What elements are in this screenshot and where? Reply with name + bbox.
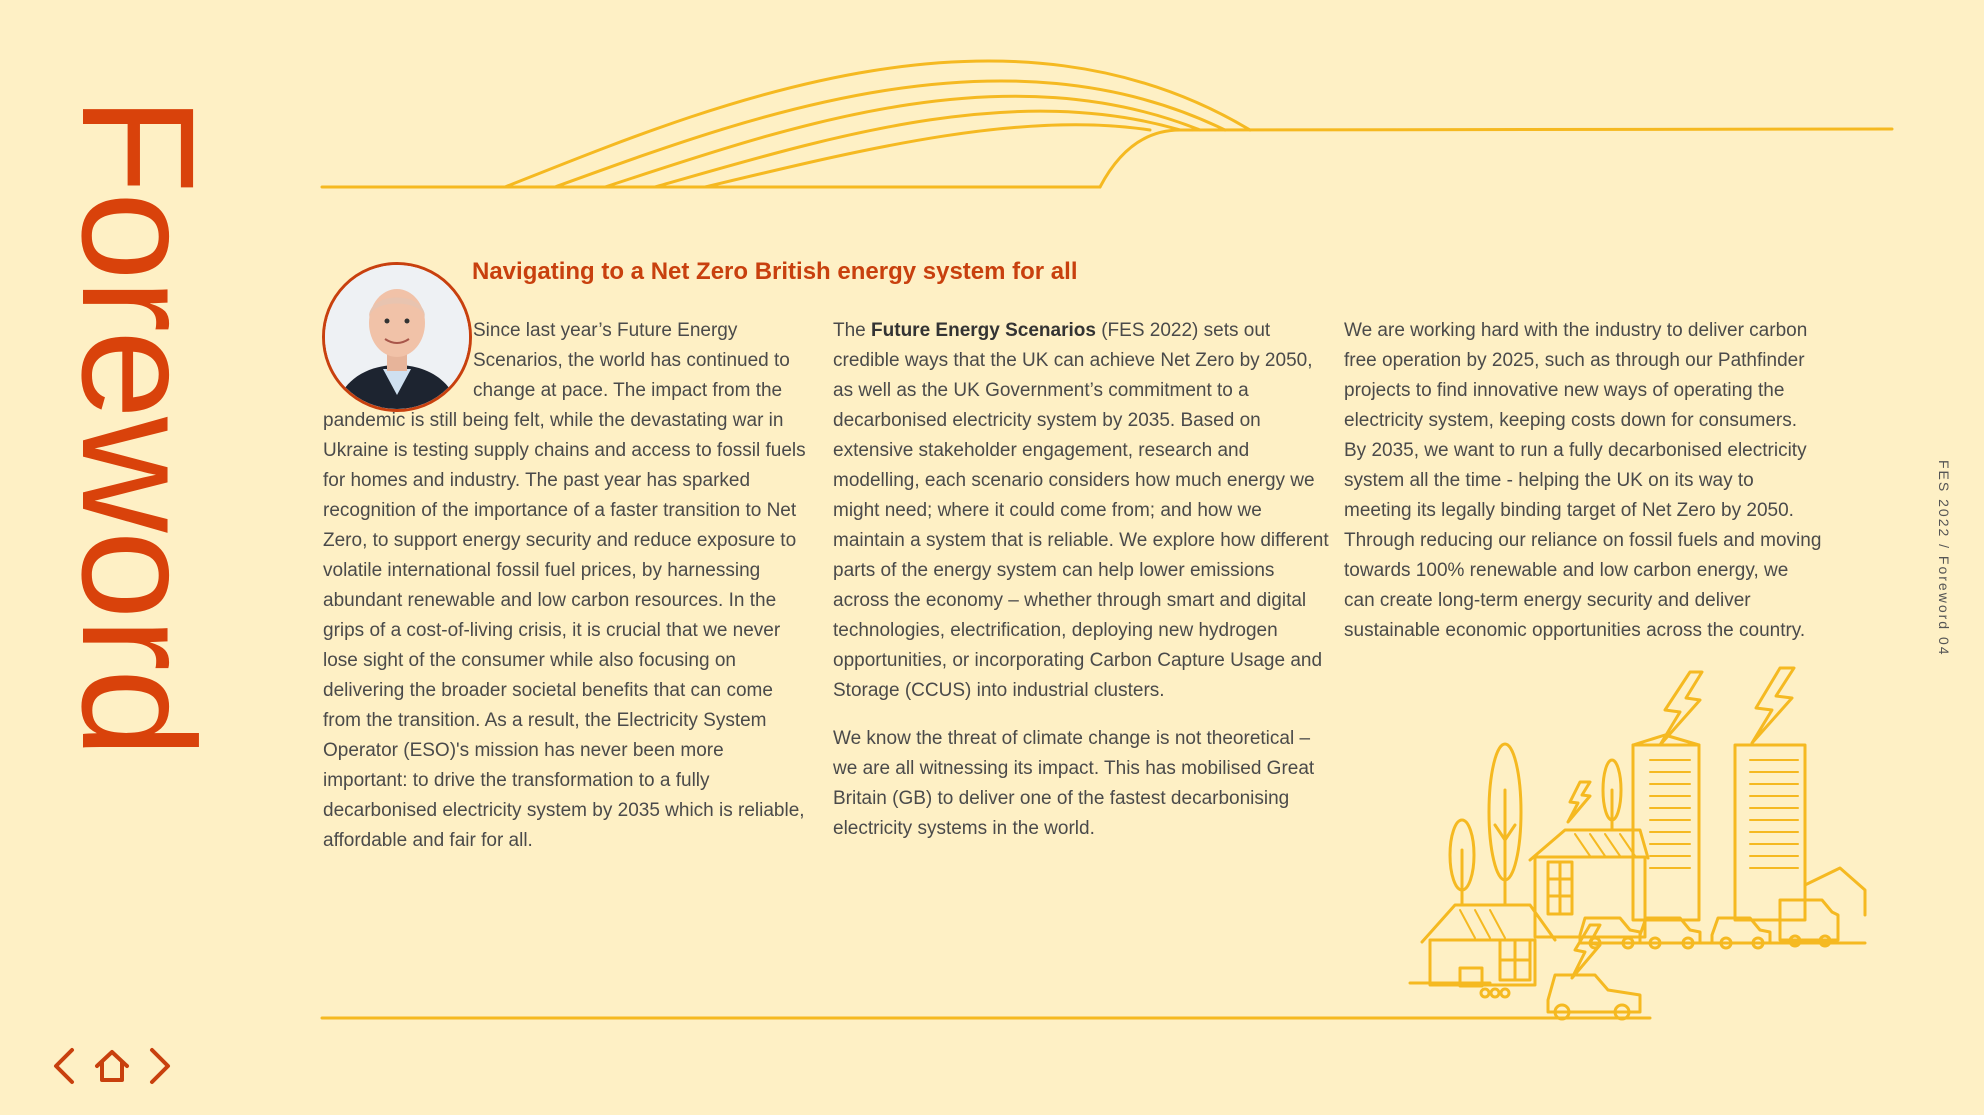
paragraph-lead: The: [833, 320, 872, 341]
city-illustration: [1410, 668, 1865, 1019]
paragraph: We know the threat of climate change is not theoretical – we are all witnessing its impact. This has mobilised Great Britain (GB) to deliver one of the fastest decarbonising electricity systems in the world.: [833, 728, 1315, 839]
paragraph: Since last year’s Future Energy Scenarios, the world has continued to change at pace. The impact from the pandemic is still being felt, while the devastating war in Ukraine is testing supply chains and access to fossil fuels for homes and industry. The past year has sparked recognition of the importance of a faster transition to Net Zero, to support energy security and reduce exposure to volatile international fossil fuel prices, by harnessing abundant renewable and low carbon resources. In the grips of a cost-of-living crisis, it is crucial that we never lose sight of the consumer while also focusing on delivering the broader societal benefits that can come from the transition. As a result, the Electricity System Operator (ESO)'s mission has never been more important: to drive the transformation to a fully decarbonised electricity system by 2035 which is reliable, affordable and fair for all.: [323, 320, 806, 851]
page-title: [49, 96, 228, 756]
headline: Navigating to a Net Zero British energy system for all: [472, 258, 1078, 285]
paragraph-body: (FES 2022) sets out credible ways that the UK can achieve Net Zero by 2050, as well as the UK Government’s commitment to a decarbonised electricity system by 2035. Based on extensive stakeholder engagement, research and modelling, each scenario considers how much energy we might need; where it could come from; and how we maintain a system that is reliable. We explore how different parts of the energy system can help lower emissions across the economy – whether through smart and digital technologies, electrification, deploying new hydrogen opportunities, or incorporating Carbon Capture Usage and Storage (CCUS) into industrial clusters.: [833, 320, 1329, 701]
fes-emphasis: Future Energy Scenarios: [871, 320, 1096, 341]
chevron-right-icon[interactable]: [146, 1044, 176, 1088]
page-running-label: FES 2022 / Foreword 04: [1936, 460, 1952, 657]
text-column-2: [833, 316, 1333, 844]
text-column-3: [1344, 316, 1824, 646]
page-navigation: [48, 1044, 176, 1088]
paragraph: [833, 316, 1333, 706]
page-title-text: Foreword: [49, 96, 228, 756]
chevron-left-icon[interactable]: [48, 1044, 78, 1088]
text-column-1: [323, 316, 813, 856]
paragraph: We are working hard with the industry to deliver carbon free operation by 2025, such as through our Pathfinder projects to find innovative new ways of operating the electricity system, keeping costs down for consumers. By 2035, we want to run a fully decarbonised electricity system all the time - helping the UK on its way to meeting its legally binding target of Net Zero by 2050. Through reducing our reliance on fossil fuels and moving towards 100% renewable and low carbon energy, we can create long-term energy security and deliver sustainable economic opportunities across the country.: [1344, 320, 1822, 641]
portrait-spacer: [323, 316, 473, 406]
home-icon[interactable]: [92, 1044, 132, 1088]
